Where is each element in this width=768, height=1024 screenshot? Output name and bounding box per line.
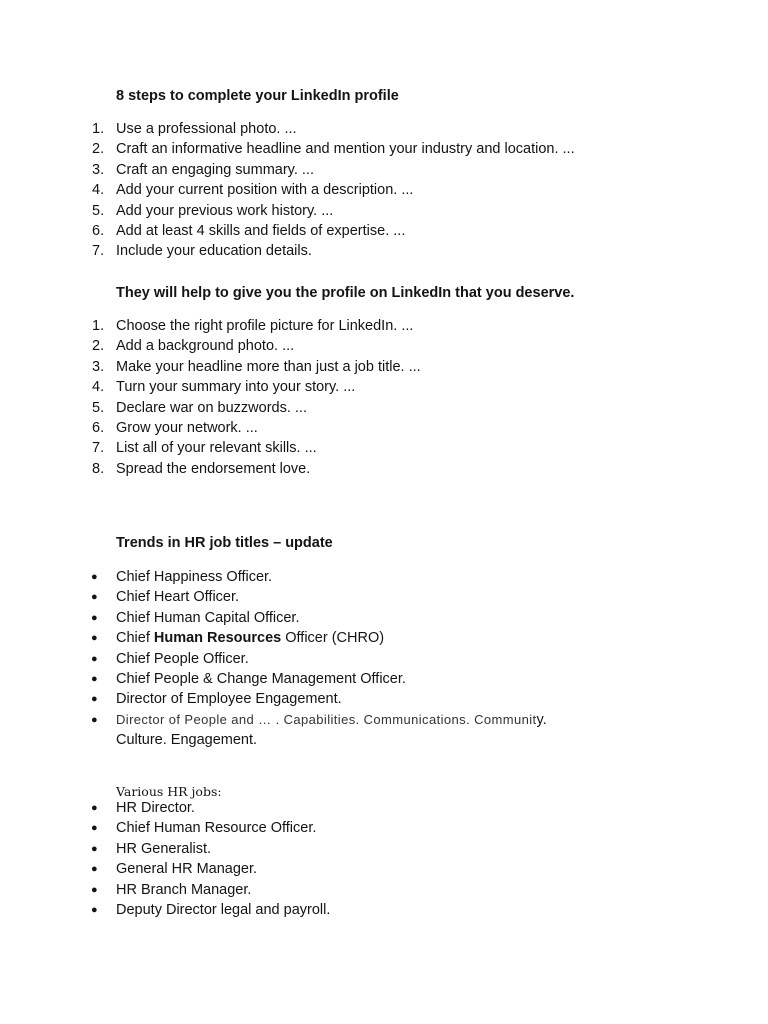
list-number: 5. [92, 399, 105, 416]
list-item [0, 418, 720, 438]
list-item [0, 316, 720, 336]
list-item-text: Chief Human Capital Officer. [116, 609, 300, 626]
list-item [0, 818, 720, 838]
list-item [0, 180, 720, 200]
list-item [0, 567, 720, 587]
list-item [0, 587, 720, 607]
list-item-text: Add at least 4 skills and fields of expertise. ... [116, 223, 406, 240]
bullet-icon: ● [91, 591, 98, 604]
list-item-text: Chief People Officer. [116, 650, 249, 667]
bullet-icon: ● [91, 713, 98, 726]
list-number: 4. [92, 379, 105, 396]
list-item [0, 459, 720, 479]
list-number: 5. [92, 202, 105, 219]
list-item-text: Add your current position with a description. ... [116, 182, 414, 199]
list-item [0, 119, 720, 139]
bullet-icon: ● [91, 652, 98, 665]
list-number: 6. [92, 420, 105, 437]
list-item [0, 608, 720, 628]
list-item-text: HR Director. [116, 800, 195, 816]
list-item [0, 221, 720, 241]
bullet-icon: ● [91, 693, 98, 706]
list-item-text: HR Branch Manager. [116, 881, 252, 898]
list-item [0, 139, 720, 159]
list-item [0, 336, 720, 356]
list-item [0, 398, 720, 418]
list-item-text [116, 630, 384, 646]
list-item [0, 377, 720, 397]
list-number: 1. [92, 121, 105, 137]
list-item [0, 160, 720, 180]
list-item-text: Craft an informative headline and mention your industry and location. ... [116, 141, 575, 158]
list-item-text: Chief People & Change Management Officer. [116, 671, 406, 688]
list-item-text: Declare war on buzzwords. ... [116, 399, 307, 416]
list-item [0, 241, 720, 261]
list-item [0, 839, 720, 859]
list-number: 7. [92, 243, 105, 260]
list-item-text: Director of Employee Engagement. [116, 691, 342, 708]
list-item [0, 201, 720, 221]
bullet-icon: ● [91, 842, 98, 855]
list-number: 2. [92, 141, 105, 158]
list-item [0, 689, 720, 709]
list-item-text: General HR Manager. [116, 861, 258, 878]
list-item-text: Use a professional photo. ... [116, 121, 297, 137]
bullet-list-hr-jobs [0, 798, 720, 920]
list-item-text: Turn your summary into your story. ... [116, 379, 356, 396]
list-item-text: Grow your network. ... [116, 420, 258, 437]
list-item-text: Add your previous work history. ... [116, 202, 334, 219]
list-item [0, 649, 720, 669]
bullet-icon: ● [91, 673, 98, 686]
numbered-list-profile-tips [0, 316, 720, 479]
list-number: 3. [92, 161, 105, 178]
bullet-icon: ● [91, 822, 98, 835]
list-item [0, 880, 720, 900]
bold-text: Human Resources [153, 630, 282, 647]
list-item [0, 798, 720, 818]
list-item-text: Craft an engaging summary. ... [116, 161, 314, 178]
list-number: 1. [92, 318, 105, 334]
list-item [0, 438, 720, 458]
text-run: Chief [116, 630, 154, 647]
list-item-text: Chief Heart Officer. [116, 589, 240, 606]
bullet-icon: ● [91, 632, 98, 645]
list-item [0, 357, 720, 377]
section-heading-profile-tips: They will help to give you the profile on LinkedIn that you deserve. [116, 285, 575, 301]
list-item-text: Include your education details. [116, 243, 312, 260]
numbered-list-linkedin-steps [0, 119, 720, 262]
list-number: 8. [92, 460, 105, 477]
text-run: y. [536, 711, 547, 728]
list-item-text [116, 712, 547, 748]
bullet-icon: ● [91, 571, 98, 583]
bullet-icon: ● [91, 904, 98, 917]
bullet-icon: ● [91, 863, 98, 876]
list-item [0, 900, 720, 920]
list-item [0, 859, 720, 879]
list-number: 4. [92, 182, 105, 199]
list-item [0, 628, 720, 648]
bullet-icon: ● [91, 802, 98, 814]
list-item-text: Choose the right profile picture for LinkedIn. ... [116, 318, 414, 334]
list-number: 7. [92, 440, 105, 457]
list-item-text: Make your headline more than just a job title. ... [116, 358, 421, 375]
list-item-text: List all of your relevant skills. ... [116, 440, 317, 457]
small-text: Director of People and … . Capabilities. Communications. Communit [116, 711, 537, 727]
section-heading-hr-jobs: Various HR jobs: [116, 784, 222, 799]
text-run: Officer (CHRO) [281, 630, 385, 647]
list-item-text: HR Generalist. [116, 840, 212, 857]
bullet-list-hr-trends [0, 567, 720, 751]
section-heading-linkedin-steps: 8 steps to complete your LinkedIn profile [116, 88, 399, 104]
list-item-text: Deputy Director legal and payroll. [116, 902, 331, 919]
list-item [0, 710, 720, 751]
bullet-icon: ● [91, 883, 98, 896]
text-run: Culture. Engagement. [116, 732, 258, 749]
list-item-text: Add a background photo. ... [116, 338, 295, 355]
list-item-text: Chief Happiness Officer. [116, 569, 273, 585]
list-item-text: Chief Human Resource Officer. [116, 820, 317, 837]
section-heading-hr-trends: Trends in HR job titles – update [116, 535, 333, 551]
bullet-icon: ● [91, 611, 98, 624]
list-number: 2. [92, 338, 105, 355]
list-item [0, 669, 720, 689]
list-number: 6. [92, 223, 105, 240]
list-number: 3. [92, 358, 105, 375]
list-item-text: Spread the endorsement love. [116, 460, 311, 477]
